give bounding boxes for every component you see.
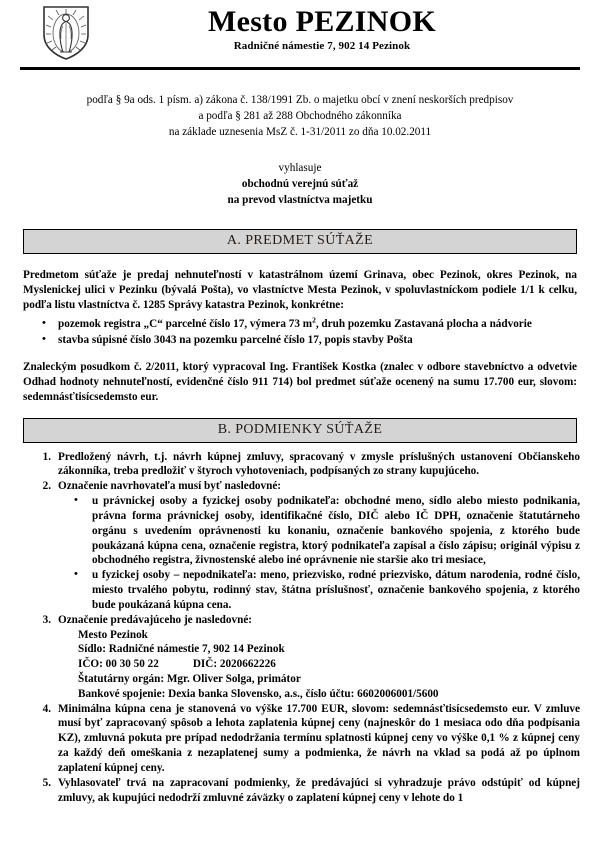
section-a-valuation: Znaleckým posudkom č. 2/2011, ktorý vypracoval Ing. František Kostka (znalec v odbore stavebníctvo a odvetvie Odhad hodnoty nehnuteľností, evidenčné číslo 911 714) bol predmet súťaže ocenený na sumu 17.700 eur, slovom: sedemnásťtisícsedemsto eur. <box>23 360 577 403</box>
list-item: • u fyzickej osoby – nepodnikateľa: meno, priezvisko, rodné priezvisko, dátum narodenia, rodné číslo, miesto trvalého pobytu, rodinný stav, štátna príslušnosť, označenie bankového spojenia, z ktorého bude poukázaná kúpna cena. <box>58 568 580 613</box>
bullet-text-pre: pozemok registra „C“ parcelné číslo 17, výmera 73 m <box>58 318 313 331</box>
seller-bank-details: Bankové spojenie: Dexia banka Slovensko, a.s., číslo účtu: 6602006001/5600 <box>78 687 439 700</box>
condition-item-1 <box>20 450 580 480</box>
section-b-heading: B. PODMIENKY SÚŤAŽE <box>23 418 577 443</box>
page-title: Mesto PEZINOK <box>207 5 437 38</box>
seller-address-block <box>58 628 580 702</box>
condition-4-text: Minimálna kúpna cena je stanovená vo výške 17.700 EUR, slovom: sedemnásťtisícsedemsto eur. V zmluve musí byť zapracovaný spôsob a lehota zaplatenia kúpnej ceny (najneskôr do 1 mesiaca odo dňa podpísania KZ), zmluvná pokuta pre prípad nedodržania termínu splatnosti kúpnej ceny vo výške 0,1 % z kúpnej ceny za každý deň omeškania z nezaplatenej sumy a podmienka, že návrh na vklad sa podá až po úplnom zaplatení kúpnej ceny. <box>58 702 580 774</box>
condition-2-lead: Označenie navrhovateľa musí byť nasledovné: <box>58 480 282 493</box>
bullet-text-post: , druh pozemku Zastavaná plocha a nádvorie <box>315 318 532 331</box>
masthead-divider <box>20 67 580 70</box>
seller-statutory-body: Štatutárny orgán: Mgr. Oliver Solga, primátor <box>78 673 301 685</box>
condition-1-text: Predložený návrh, t.j. návrh kúpnej zmluvy, spracovaný v zmysle príslušných ustanovení Občianskeho zákonníka, treba predložiť v štyroch vyhotoveniach, podpísaných zo strany kupujúceho. <box>58 450 580 478</box>
condition-item-3 <box>20 613 580 702</box>
declaration-purpose: na prevod vlastníctva majetku <box>227 194 373 207</box>
seller-seat: Sídlo: Radničné námestie 7, 902 14 Pezinok <box>78 643 285 656</box>
legal-basis-line-3: na základe uznesenia MsZ č. 1-31/2011 zo dňa 10.02.2011 <box>168 126 432 139</box>
list-item: • u právnickej osoby a fyzickej osoby podnikateľa: obchodné meno, sídlo alebo miesto podnikania, právna forma právnickej osoby, identifikačné číslo, DIČ alebo IČ DPH, označenie štatutárneho orgánu s uvedením oprávnenosti ku konaniu, označenie bankového spojenia, z ktorého bude poukázaná kúpna cena, označenie registra, ktorý podnikateľa zapísal a číslo zápisu; originál výpisu z obchodného registra, živnostenské alebo iné oprávnenie nie staršie ako tri mesiace, <box>58 494 580 568</box>
seller-ico: IČO: 00 30 50 22 <box>78 658 159 671</box>
declaration-block <box>20 160 580 209</box>
document-masthead <box>0 0 600 62</box>
legal-basis-line-2: a podľa § 281 až 288 Obchodného zákonníka <box>198 110 402 123</box>
seller-ids <box>78 657 580 672</box>
condition-2-bullet-list <box>58 494 580 613</box>
city-address: Radničné námestie 7, 902 14 Pezinok <box>233 40 411 53</box>
legal-basis-block <box>20 92 580 141</box>
list-item <box>20 333 580 348</box>
condition-3-lead: Označenie predávajúceho je nasledovné: <box>58 613 253 626</box>
section-a-bullet-list <box>20 317 580 348</box>
declaration-subject: obchodnú verejnú súťaž <box>241 177 359 190</box>
section-a-paragraph: Predmetom súťaže je predaj nehnuteľností v katastrálnom území Grinava, obec Pezinok, okres Pezinok, na Myslenickej ulici v Pezinku (bývalá Pošta), vo vlastníctve Mesta Pezinok, v spoluvlastníckom podiele 1/1 k celku, podľa listu vlastníctva č. 1285 Správy katastra Pezinok, konkrétne: <box>23 269 577 312</box>
seller-dic: DIČ: 2020662226 <box>192 658 276 671</box>
list-item <box>20 317 580 332</box>
document-body <box>20 92 580 805</box>
legal-basis-line-1: podľa § 9a ods. 1 písm. a) zákona č. 138/1991 Zb. o majetku obcí v znení neskorších predpisov <box>86 94 514 106</box>
condition-item-2 <box>20 479 580 613</box>
section-a-heading: A. PREDMET SÚŤAŽE <box>23 229 577 254</box>
condition-item-5 <box>20 776 580 806</box>
declaration-verb: vyhlasuje <box>278 161 322 174</box>
seller-name: Mesto Pezinok <box>78 628 148 641</box>
masthead-text <box>84 4 600 52</box>
section-b-conditions-list <box>20 450 580 806</box>
bullet-text-pre: stavba súpisné číslo 3043 na pozemku parcelné číslo 17, popis stavby Pošta <box>58 333 413 346</box>
condition-5-text: Vyhlasovateľ trvá na zapracovaní podmienky, že predávajúci si vyhradzuje právo odstúpiť od kúpnej zmluvy, ak kupujúci nedodrží zmluvné záväzky o zaplatení kúpnej ceny v lehote do 1 <box>58 776 580 804</box>
bullet-superscript: 2 <box>312 315 316 325</box>
condition-item-4 <box>20 702 580 776</box>
